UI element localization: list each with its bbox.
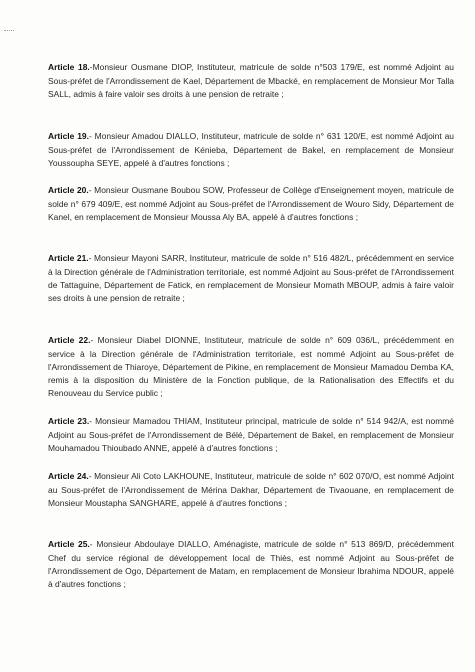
article-18: [48, 61, 454, 101]
article-19-body: - Monsieur Amadou DIALLO, Instituteur, matricule de solde n° 631 120/E, est nommé Adjoint au Sous-préfet de l'Arrondissement de Kénieba, Département de Bakel, en remplacement de Monsieur Youssoupha SEYE, appelé à d'autres fonctions ;: [48, 131, 454, 168]
article-19-title: Article 19.: [48, 131, 89, 142]
article-24-body: - Monsieur Ali Coto LAKHOUNE, Instituteur, matricule de solde n° 602 070/O, est nommé Adjoint au Sous-préfet de l'Arrondissement de Mérina Dakhar, Département de Tivaouane, en remplacement de Monsieur Moustapha SANGHARE, appelé à d'autres fonctions ;: [48, 471, 454, 508]
article-21-title: Article 21.: [48, 253, 89, 264]
article-25: [48, 538, 454, 591]
article-20: [48, 184, 454, 224]
article-25-body: - Monsieur Abdoulaye DIALLO, Aménagiste, matricule de solde n° 513 869/D, précédemment Chef du service régional de développement local de Thiès, est nommé Adjoint au Sous-préfet de l'Arrondissement de Ogo, Département de Matam, en remplacement de Monsieur Ibrahima NDOUR, appelé à d'autres fonctions ;: [48, 539, 454, 590]
article-25-title: Article 25.: [48, 539, 90, 550]
article-24-title: Article 24.: [48, 471, 89, 482]
article-23: [48, 415, 454, 455]
article-22-title: Article 22.: [48, 335, 91, 346]
article-18-body: -Monsieur Ousmane DIOP, Instituteur, matricule de solde n°503 179/E, est nommé Adjoint au Sous-préfet de l'Arrondissement de Kael, Département de Mbacké, en remplacement de Monsieur Mor Talla SALL, admis à faire valoir ses droits à une pension de retraite ;: [48, 62, 454, 99]
article-21-body: - Monsieur Mayoni SARR, Instituteur, matricule de solde n° 516 482/L, précédemment en service à la Direction générale de l'Administration territoriale, est nommé Adjoint au Sous-préfet de l'Arrondissement de Tattaguine, Département de Fatick, en remplacement de Monsieur Momath MBOUP, admis à faire valoir ses droits à une pension de retraite ;: [48, 253, 454, 304]
article-23-body: - Monsieur Mamadou THIAM, Instituteur principal, matricule de solde n° 514 942/A, est nommé Adjoint au Sous-préfet de l'Arrondissement de Bélé, Département de Bakel, en remplacement de Monsieur Mouhamadou Thioubado ANNE, appelé à d'autres fonctions ;: [48, 416, 454, 453]
article-22-body: - Monsieur Diabel DIONNE, Instituteur, matricule de solde n° 609 036/L, précédemment en service à la Direction générale de l'Administration territoriale, est nommé Adjoint au Sous-préfet de l'Arrondissement de Thiaroye, Département de Pikine, en remplacement de Monsieur Mamadou Demba KA, remis à la disposition du Ministère de la Fonction publique, de la Rationalisation des Effectifs et du Renouveau du Service public ;: [48, 335, 454, 399]
article-24: [48, 470, 454, 510]
article-20-title: Article 20.: [48, 185, 89, 196]
article-20-body: - Monsieur Ousmane Boubou SOW, Professeur de Collège d'Enseignement moyen, matricule de solde n° 679 409/E, est nommé Adjoint au Sous-préfet de l'Arrondissement de Wouro Sidy, Département de Kanel, en remplacement de Monsieur Moussa Aly BA, appelé à d'autres fonctions ;: [48, 185, 454, 222]
article-22: [48, 334, 454, 400]
article-23-title: Article 23.: [48, 416, 90, 427]
scan-mark: [4, 30, 14, 35]
article-19: [48, 130, 454, 170]
article-21: [48, 252, 454, 305]
article-18-title: Article 18.: [48, 62, 90, 73]
